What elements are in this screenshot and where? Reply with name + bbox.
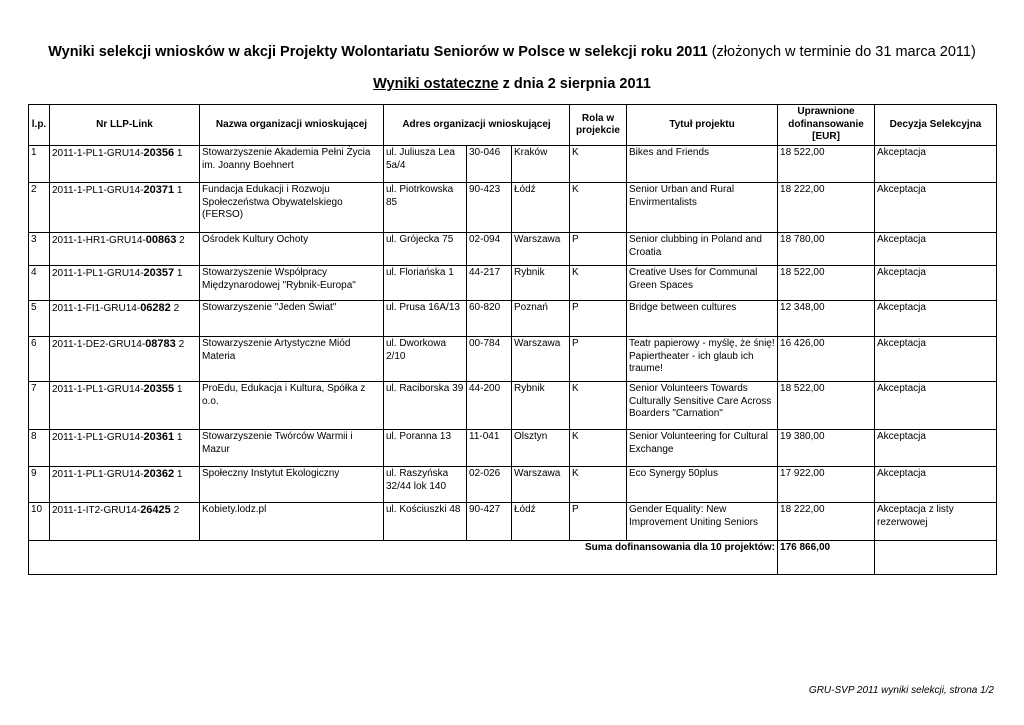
nr-number: 00863 xyxy=(145,234,177,246)
cell-tytul: Senior Volunteers Towards Culturally Sensitive Care Across Boarders "Carnation" xyxy=(627,382,778,430)
cell-lp: 2 xyxy=(29,183,50,233)
cell-kwota: 18 522,00 xyxy=(778,266,875,301)
cell-nr xyxy=(50,382,200,430)
cell-street: ul. Piotrkowska 85 xyxy=(384,183,467,233)
cell-tytul: Senior clubbing in Poland and Croatia xyxy=(627,233,778,266)
cell-nr xyxy=(50,233,200,266)
cell-zip: 11-041 xyxy=(467,430,512,467)
cell-tytul: Eco Synergy 50plus xyxy=(627,467,778,503)
cell-tytul: Senior Urban and Rural Envirmentalists xyxy=(627,183,778,233)
cell-zip: 90-423 xyxy=(467,183,512,233)
cell-nr xyxy=(50,430,200,467)
cell-decyzja: Akceptacja xyxy=(875,266,997,301)
cell-rola: P xyxy=(570,233,627,266)
cell-decyzja: Akceptacja xyxy=(875,233,997,266)
table-row xyxy=(29,503,997,541)
page-footer: GRU-SVP 2011 wyniki selekcji, strona 1/2 xyxy=(808,685,994,696)
table-row xyxy=(29,183,997,233)
subtitle-rest: z dnia 2 sierpnia 2011 xyxy=(502,76,651,92)
cell-rola: K xyxy=(570,467,627,503)
cell-city: Warszawa xyxy=(512,467,570,503)
cell-zip: 00-784 xyxy=(467,337,512,382)
cell-nr xyxy=(50,266,200,301)
cell-org: Stowarzyszenie Artystyczne Miód Materia xyxy=(200,337,384,382)
cell-org: Ośrodek Kultury Ochoty xyxy=(200,233,384,266)
cell-city: Rybnik xyxy=(512,382,570,430)
cell-street: ul. Grójecka 75 xyxy=(384,233,467,266)
cell-street: ul. Dworkowa 2/10 xyxy=(384,337,467,382)
header-decyzja: Decyzja Selekcyjna xyxy=(875,105,997,146)
results-table xyxy=(28,104,997,575)
cell-org: ProEdu, Edukacja i Kultura, Spółka z o.o. xyxy=(200,382,384,430)
table-row xyxy=(29,233,997,266)
cell-street: ul. Poranna 13 xyxy=(384,430,467,467)
table-row xyxy=(29,146,997,183)
header-address: Adres organizacji wnioskującej xyxy=(384,105,570,146)
nr-number: 20371 xyxy=(143,184,175,196)
nr-number: 08783 xyxy=(145,338,176,350)
cell-rola: P xyxy=(570,503,627,541)
nr-prefix: 2011-1-DE2-GRU14- xyxy=(52,339,146,350)
nr-number: 20355 xyxy=(143,383,175,395)
nr-suffix: 1 xyxy=(176,185,183,196)
nr-prefix: 2011-1-PL1-GRU14- xyxy=(52,384,144,395)
cell-org: Fundacja Edukacji i Rozwoju Społeczeństwa Obywatelskiego (FERSO) xyxy=(200,183,384,233)
table-row xyxy=(29,337,997,382)
cell-tytul: Gender Equality: New Improvement Uniting Seniors xyxy=(627,503,778,541)
cell-city: Warszawa xyxy=(512,233,570,266)
table-row xyxy=(29,266,997,301)
cell-kwota: 18 780,00 xyxy=(778,233,875,266)
nr-prefix: 2011-1-FI1-GRU14- xyxy=(52,303,141,314)
cell-rola: K xyxy=(570,183,627,233)
header-tytul: Tytuł projektu xyxy=(627,105,778,146)
cell-nr xyxy=(50,467,200,503)
cell-tytul: Creative Uses for Communal Green Spaces xyxy=(627,266,778,301)
cell-decyzja: Akceptacja xyxy=(875,183,997,233)
nr-suffix: 1 xyxy=(176,469,183,480)
nr-prefix: 2011-1-HR1-GRU14- xyxy=(52,235,146,246)
nr-prefix: 2011-1-PL1-GRU14- xyxy=(52,148,144,159)
cell-org: Kobiety.lodz.pl xyxy=(200,503,384,541)
cell-tytul: Bikes and Friends xyxy=(627,146,778,183)
nr-number: 06282 xyxy=(140,302,171,314)
cell-lp: 7 xyxy=(29,382,50,430)
header-row xyxy=(29,105,997,146)
cell-street: ul. Raszyńska 32/44 lok 140 xyxy=(384,467,467,503)
summary-value: 176 866,00 xyxy=(778,541,875,575)
cell-city: Warszawa xyxy=(512,337,570,382)
cell-rola: K xyxy=(570,146,627,183)
cell-rola: K xyxy=(570,430,627,467)
cell-decyzja: Akceptacja xyxy=(875,301,997,337)
header-kwota: Uprawnione dofinansowanie [EUR] xyxy=(778,105,875,146)
cell-city: Olsztyn xyxy=(512,430,570,467)
cell-lp: 9 xyxy=(29,467,50,503)
cell-city: Kraków xyxy=(512,146,570,183)
cell-lp: 3 xyxy=(29,233,50,266)
cell-zip: 44-200 xyxy=(467,382,512,430)
cell-zip: 30-046 xyxy=(467,146,512,183)
header-nr: Nr LLP-Link xyxy=(50,105,200,146)
cell-nr xyxy=(50,337,200,382)
title-normal: (złożonych w terminie do 31 marca 2011) xyxy=(711,44,976,60)
cell-street: ul. Prusa 16A/13 xyxy=(384,301,467,337)
document-title xyxy=(0,44,1024,60)
nr-suffix: 2 xyxy=(173,505,180,516)
cell-tytul: Senior Volunteering for Cultural Exchange xyxy=(627,430,778,467)
cell-lp: 1 xyxy=(29,146,50,183)
cell-zip: 60-820 xyxy=(467,301,512,337)
nr-suffix: 1 xyxy=(176,148,183,159)
cell-kwota: 12 348,00 xyxy=(778,301,875,337)
table-row xyxy=(29,301,997,337)
cell-org: Stowarzyszenie Współpracy Międzynarodowej "Rybnik-Europa" xyxy=(200,266,384,301)
cell-org: Stowarzyszenie Twórców Warmii i Mazur xyxy=(200,430,384,467)
cell-decyzja: Akceptacja xyxy=(875,430,997,467)
cell-kwota: 18 222,00 xyxy=(778,503,875,541)
cell-kwota: 16 426,00 xyxy=(778,337,875,382)
cell-rola: K xyxy=(570,382,627,430)
cell-zip: 02-094 xyxy=(467,233,512,266)
cell-city: Rybnik xyxy=(512,266,570,301)
nr-prefix: 2011-1-IT2-GRU14- xyxy=(52,505,141,516)
nr-suffix: 2 xyxy=(178,339,185,350)
cell-decyzja: Akceptacja xyxy=(875,467,997,503)
cell-decyzja: Akceptacja xyxy=(875,146,997,183)
cell-nr xyxy=(50,503,200,541)
cell-org: Stowarzyszenie "Jeden Świat" xyxy=(200,301,384,337)
cell-rola: P xyxy=(570,337,627,382)
summary-row xyxy=(29,541,997,575)
nr-number: 20356 xyxy=(143,147,175,159)
cell-rola: K xyxy=(570,266,627,301)
table-row xyxy=(29,467,997,503)
cell-org: Społeczny Instytut Ekologiczny xyxy=(200,467,384,503)
nr-number: 20362 xyxy=(143,468,175,480)
nr-suffix: 2 xyxy=(179,235,185,246)
cell-street: ul. Floriańska 1 xyxy=(384,266,467,301)
cell-nr xyxy=(50,301,200,337)
cell-kwota: 19 380,00 xyxy=(778,430,875,467)
table-body xyxy=(29,146,997,541)
table-row xyxy=(29,382,997,430)
cell-zip: 02-026 xyxy=(467,467,512,503)
cell-org: Stowarzyszenie Akademia Pełni Życia im. Joanny Boehnert xyxy=(200,146,384,183)
cell-decyzja: Akceptacja xyxy=(875,382,997,430)
cell-kwota: 18 522,00 xyxy=(778,382,875,430)
nr-suffix: 1 xyxy=(176,384,183,395)
cell-lp: 5 xyxy=(29,301,50,337)
nr-number: 20357 xyxy=(143,267,175,279)
cell-lp: 10 xyxy=(29,503,50,541)
nr-prefix: 2011-1-PL1-GRU14- xyxy=(52,432,144,443)
nr-number: 20361 xyxy=(143,431,175,443)
cell-street: ul. Raciborska 39 xyxy=(384,382,467,430)
cell-street: ul. Kościuszki 48 xyxy=(384,503,467,541)
cell-city: Łódź xyxy=(512,503,570,541)
nr-prefix: 2011-1-PL1-GRU14- xyxy=(52,469,144,480)
cell-tytul: Teatr papierowy - myślę, że śnię! Papiertheater - ich glaub ich traume! xyxy=(627,337,778,382)
document-subtitle xyxy=(0,76,1024,92)
header-org: Nazwa organizacji wnioskującej xyxy=(200,105,384,146)
cell-nr xyxy=(50,146,200,183)
cell-nr xyxy=(50,183,200,233)
nr-number: 26425 xyxy=(140,504,171,516)
cell-lp: 4 xyxy=(29,266,50,301)
summary-label: Suma dofinansowania dla 10 projektów: xyxy=(29,541,778,575)
nr-suffix: 1 xyxy=(176,432,183,443)
cell-decyzja: Akceptacja z listy rezerwowej xyxy=(875,503,997,541)
header-lp: l.p. xyxy=(29,105,50,146)
cell-lp: 8 xyxy=(29,430,50,467)
cell-zip: 90-427 xyxy=(467,503,512,541)
cell-lp: 6 xyxy=(29,337,50,382)
cell-city: Poznań xyxy=(512,301,570,337)
cell-kwota: 18 222,00 xyxy=(778,183,875,233)
header-rola: Rola w projekcie xyxy=(570,105,627,146)
nr-suffix: 2 xyxy=(173,303,180,314)
table-row xyxy=(29,430,997,467)
cell-decyzja: Akceptacja xyxy=(875,337,997,382)
nr-prefix: 2011-1-PL1-GRU14- xyxy=(52,185,144,196)
cell-kwota: 18 522,00 xyxy=(778,146,875,183)
cell-zip: 44-217 xyxy=(467,266,512,301)
nr-suffix: 1 xyxy=(176,268,183,279)
cell-tytul: Bridge between cultures xyxy=(627,301,778,337)
cell-rola: P xyxy=(570,301,627,337)
nr-prefix: 2011-1-PL1-GRU14- xyxy=(52,268,144,279)
summary-empty-cell xyxy=(875,541,997,575)
subtitle-underlined: Wyniki ostateczne xyxy=(373,76,499,92)
cell-city: Łódź xyxy=(512,183,570,233)
cell-kwota: 17 922,00 xyxy=(778,467,875,503)
cell-street: ul. Juliusza Lea 5a/4 xyxy=(384,146,467,183)
title-bold: Wyniki selekcji wniosków w akcji Projekty Wolontariatu Seniorów w Polsce w selekcji roku 2011 xyxy=(48,44,708,60)
